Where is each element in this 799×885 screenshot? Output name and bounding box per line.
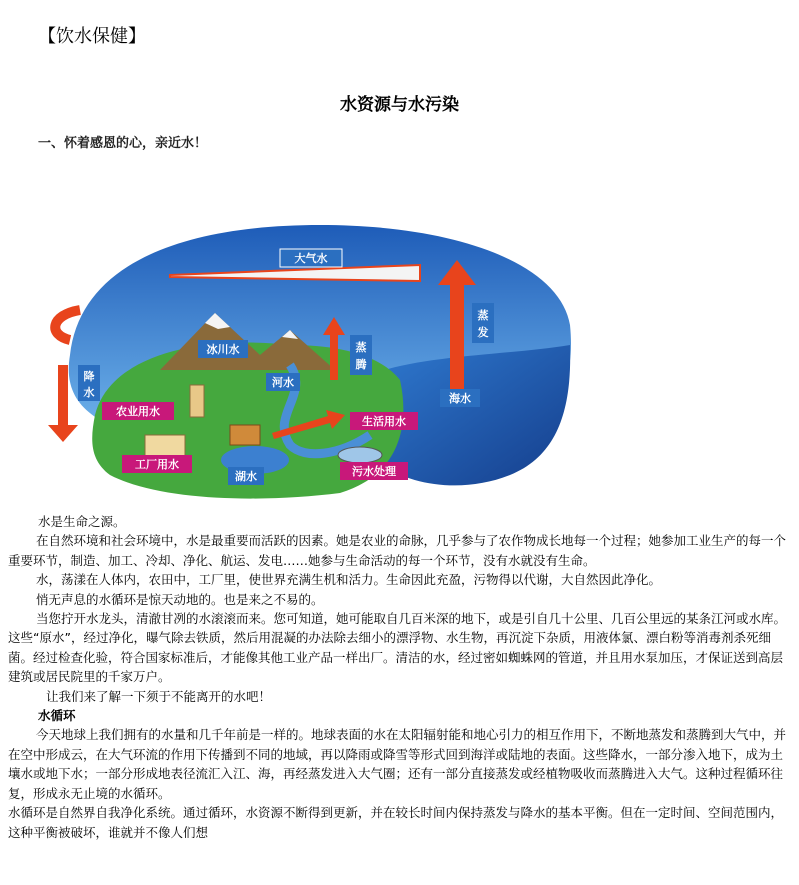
- paragraph: 今天地球上我们拥有的水量和几千年前是一样的。地球表面的水在太阳辐射能和地心引力的相互作用下，不断地蒸发和蒸腾到大气中，并在空中形成云，在大气环流的作用下传播到不同的地域，再以降雨或降雪等形式回到海洋或陆地的表面。这些降水，一部分渗入地下，成为土壤水或地下水；一部分形成地表径流汇入江、海，再经蒸发进入大气圈；还有一部分直接蒸发或经植物吸收而蒸腾进入大气。这种过程循环往复，形成永无止境的水循环。: [8, 727, 787, 801]
- label-river: [266, 373, 300, 391]
- section-heading: 水循环: [38, 708, 76, 724]
- svg-text:河水: 河水: [272, 376, 294, 389]
- label-agriculture: [102, 402, 174, 420]
- svg-text:发: 发: [477, 326, 489, 339]
- svg-text:蒸: 蒸: [477, 309, 489, 322]
- paragraph: 水循环是自然界自我净化系统。通过循环，水资源不断得到更新，并在较长时间内保持蒸发与降水的基本平衡。但在一定时间、空间范围内，这种平衡被破坏，谁就并不像人们想: [8, 805, 784, 840]
- section-tag: 【饮水保健】: [38, 26, 146, 47]
- label-industry: [122, 455, 192, 473]
- label-glacier: [198, 340, 248, 358]
- svg-text:冰川水: 冰川水: [206, 343, 240, 356]
- label-sewage: [340, 462, 408, 480]
- svg-text:生活用水: 生活用水: [362, 415, 406, 428]
- label-lake: [228, 467, 264, 485]
- label-evaporation-sea: [472, 303, 494, 343]
- svg-text:蒸: 蒸: [355, 341, 367, 354]
- paragraph: 悄无声息的水循环是惊天动地的。也是来之不易的。: [36, 591, 324, 607]
- svg-text:湖水: 湖水: [235, 470, 257, 483]
- factory: [190, 385, 204, 417]
- paragraph: 当您拧开水龙头，清澈甘冽的水滚滚而来。您可知道，她可能取自几百米深的地下，或是引自几十公里、几百公里远的某条江河或水库。这些“原水”，经过净化，曝气除去铁质，然后用混凝的办法除去细小的漂浮物、水生物，再沉淀下杂质，用液体氯、漂白粉等消毒剂杀死细菌。经过检查化验，符合国家标准后，才能像其他工业产品一样出厂。清洁的水，经过密如蜘蛛网的管道，并且用水泵加压，才保证送到高层建筑或居民院里的千家万户。: [8, 611, 787, 685]
- paragraph: 让我们来了解一下须于不能离开的水吧！: [46, 688, 272, 704]
- svg-text:工厂用水: 工厂用水: [135, 458, 179, 471]
- water-cycle-diagram: [40, 205, 575, 503]
- svg-text:降: 降: [83, 370, 95, 383]
- svg-text:水: 水: [83, 386, 95, 399]
- label-atmosphere: [280, 249, 342, 267]
- label-precipitation: [78, 365, 100, 401]
- svg-text:大气水: 大气水: [294, 252, 328, 265]
- sewage-tank: [338, 447, 382, 463]
- factory: [145, 435, 185, 457]
- svg-text:污水处理: 污水处理: [352, 465, 396, 478]
- house: [230, 425, 260, 445]
- label-evaporation-land: [350, 335, 372, 375]
- paragraph: 水是生命之源。: [38, 514, 126, 529]
- article-title: 水资源与水污染: [340, 95, 459, 115]
- svg-text:农业用水: 农业用水: [116, 405, 160, 418]
- label-sea: [440, 389, 480, 407]
- paragraph: 在自然环境和社会环境中，水是最重要而活跃的因素。她是农业的命脉，几乎参与了农作物成长地每一个过程；她参加工业生产的每一个重要环节，制造、加工、冷却、净化、航运、发电……她参与生命活动的每一个环节，没有水就没有生命。: [8, 533, 787, 568]
- article-body: [0, 512, 799, 842]
- paragraph: 水，荡漾在人体内，农田中，工厂里，使世界充满生机和活力。生命因此充盈，污物得以代谢，大自然因此净化。: [36, 572, 662, 588]
- svg-text:海水: 海水: [449, 392, 471, 405]
- label-domestic: [350, 412, 418, 430]
- article-subtitle: 一、怀着感恩的心，亲近水！: [38, 136, 208, 151]
- svg-text:腾: 腾: [355, 358, 367, 371]
